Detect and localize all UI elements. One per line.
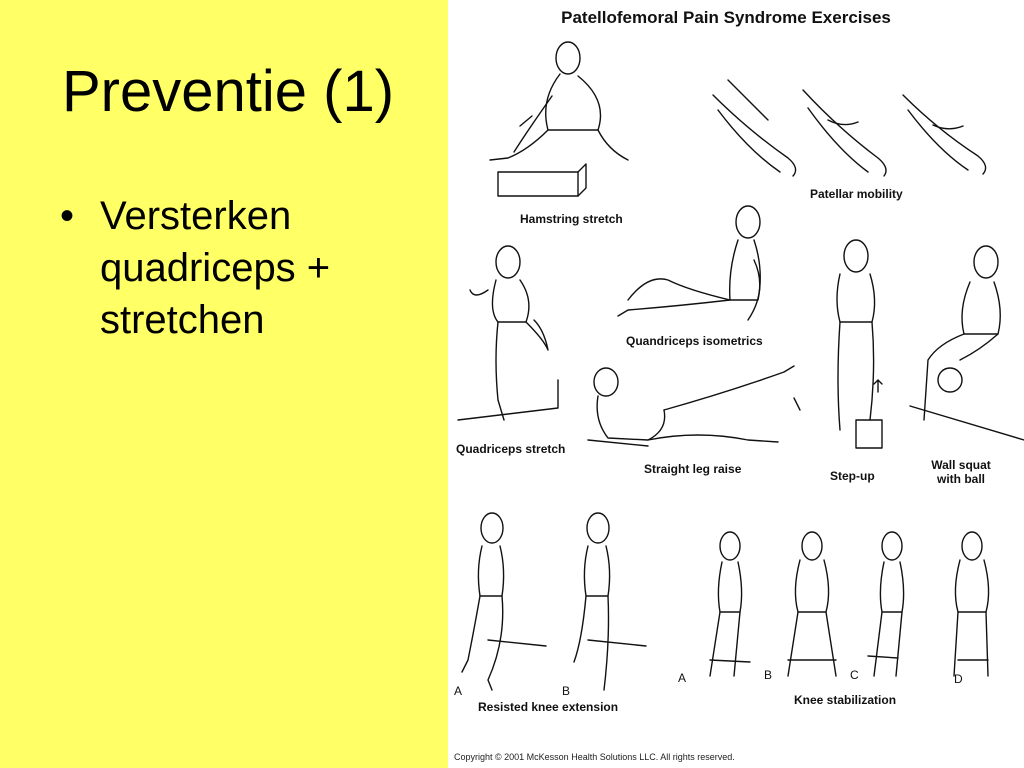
caption-quadriceps-isometrics: Quandriceps isometrics	[626, 334, 763, 348]
slide-title: Preventie (1)	[62, 59, 395, 124]
bullet-list	[58, 190, 440, 346]
caption-straight-leg-raise: Straight leg raise	[644, 462, 742, 476]
label-resisted-a: A	[454, 684, 463, 698]
resisted-knee-extension-b-figure	[574, 513, 646, 690]
copyright-notice: Copyright © 2001 McKesson Health Solutions LLC. All rights reserved.	[454, 752, 735, 762]
quadriceps-stretch-figure	[458, 246, 558, 420]
step-up-figure	[837, 240, 882, 448]
figure-title: Patellofemoral Pain Syndrome Exercises	[561, 8, 891, 27]
exercise-figure	[448, 0, 1024, 768]
caption-wall-squat-line2: with ball	[937, 472, 985, 486]
caption-patellar-mobility: Patellar mobility	[810, 187, 903, 201]
label-stab-b: B	[764, 668, 773, 682]
hamstring-stretch-figure	[490, 42, 628, 196]
slide-text-panel	[0, 0, 448, 768]
label-stab-d: D	[954, 672, 963, 686]
straight-leg-raise-figure	[588, 366, 800, 446]
caption-knee-stabilization: Knee stabilization	[794, 693, 897, 707]
caption-wall-squat-line1: Wall squat	[931, 458, 991, 472]
caption-resisted-knee-extension: Resisted knee extension	[478, 700, 619, 714]
label-stab-a: A	[678, 671, 687, 685]
label-resisted-b: B	[562, 684, 571, 698]
bullet-dot-icon: •	[60, 194, 75, 238]
caption-quadriceps-stretch: Quadriceps stretch	[456, 442, 566, 456]
bullet-item	[58, 190, 440, 346]
label-stab-c: C	[850, 668, 859, 682]
caption-hamstring-stretch: Hamstring stretch	[520, 212, 623, 226]
patellar-mobility-figure	[713, 80, 986, 176]
exercise-drawings	[448, 0, 1024, 768]
caption-wall-squat	[926, 458, 996, 486]
resisted-knee-extension-a-figure	[462, 513, 546, 690]
wall-squat-figure	[910, 246, 1024, 440]
knee-stabilization-figures	[710, 532, 989, 676]
quadriceps-isometrics-figure	[618, 206, 760, 320]
bullet-text: Versterken quadriceps + stretchen	[100, 194, 331, 342]
caption-step-up: Step-up	[830, 469, 875, 483]
